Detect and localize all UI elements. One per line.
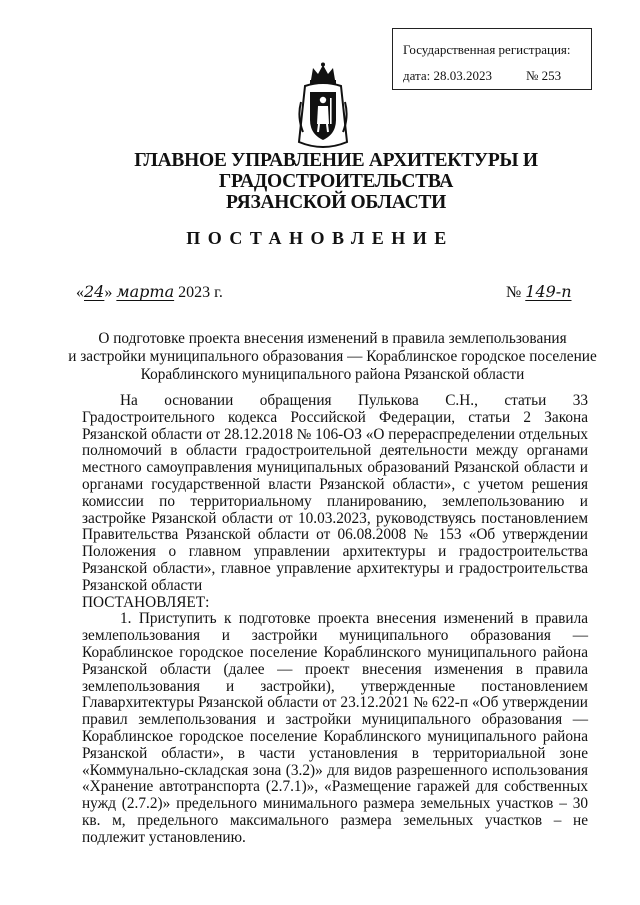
date-year: 2023 г. <box>178 284 223 301</box>
registration-date: дата: 28.03.2023 <box>403 68 493 83</box>
subject-line2: и застройки муниципального образования — Кораблинское городское поселение <box>68 348 597 365</box>
document-type: ПОСТАНОВЛЕНИЕ <box>186 228 454 248</box>
date-month: марта <box>116 282 175 301</box>
subject-line3: Кораблинского муниципального района Рязанской области <box>140 366 525 383</box>
registration-number: № 253 <box>526 68 562 83</box>
document-subject <box>60 330 605 384</box>
subject-line1: О подготовке проекта внесения изменений в правила землепользования <box>98 330 567 347</box>
agency-title-line1: ГЛАВНОЕ УПРАВЛЕНИЕ АРХИТЕКТУРЫ И ГРАДОСТРОИТЕЛЬСТВА <box>134 150 538 192</box>
ryazan-coat-of-arms-icon <box>293 62 353 150</box>
registration-stamp <box>392 28 592 90</box>
registration-title: Государственная регистрация: <box>403 42 571 57</box>
date-day: 24 <box>84 282 105 301</box>
date-open-quote: « <box>76 284 84 301</box>
preamble-paragraph: На основании обращения Пулькова С.Н., статьи 33 Градостроительного кодекса Российской Федерации, статьи 2 Закона Рязанской области от 28.12.2018 № 106-ОЗ «О перераспределении отдельных полномочий в области градостроительной деятельности между органами местного самоуправления муниципальных образований Рязанской области и органами государственной власти Рязанской области», с учетом решения комиссии по территориальному планированию, землепользованию и застройке Рязанской области от 10.03.2023, руководствуясь постановлением Правительства Рязанской области от 06.08.2008 № 153 «Об утверждении Положения о главном управлении архитектуры и градостроительства Рязанской области», главное управление архитектуры и градостроительства Рязанской области <box>82 392 588 594</box>
date-close-quote: » <box>104 284 113 301</box>
agency-title-line2: РЯЗАНСКОЙ ОБЛАСТИ <box>226 192 446 213</box>
number-value: 149-п <box>525 282 572 301</box>
document-body <box>82 393 588 847</box>
document-date <box>76 282 223 302</box>
registration-details <box>403 63 581 89</box>
number-prefix: № <box>506 284 522 301</box>
item-1-paragraph: 1. Приступить к подготовке проекта внесения изменений в правила землепользования и застройки муниципального образования — Кораблинское городское поселение Кораблинского муниципального района Рязанской области (далее — проект внесения изменения в правила землепользования и застройки), утвержденные постановлением Главархитектуры Рязанской области от 23.12.2021 № 622-п «Об утверждении правил землепользования и застройки муниципального образования — Кораблинское городское поселение Кораблинского муниципального района Рязанской области», в части установления в территориальной зоне «Коммунально-складская зона (3.2)» для видов разрешенного использования «Хранение автотранспорта (2.7.1)», «Размещение гаражей для собственных нужд (2.7.2)» предельного минимального размера земельных участков – 30 кв. м, предельного максимального размера земельных участков – не подлежит установлению. <box>82 610 588 846</box>
resolves-heading: ПОСТАНОВЛЯЕТ: <box>82 593 210 611</box>
agency-title <box>40 150 632 213</box>
document-number <box>506 282 572 302</box>
